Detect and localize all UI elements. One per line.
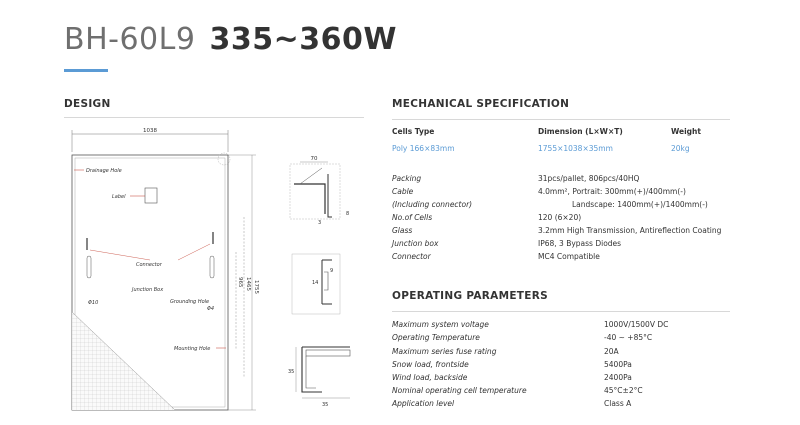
- spec-label: No.of Cells: [392, 213, 433, 222]
- svg-text:1465: 1465: [245, 277, 251, 291]
- grounding-hole-label: Grounding Hole: [170, 299, 210, 305]
- operating-rule: [392, 311, 730, 312]
- phi10-label: Φ10: [88, 300, 99, 306]
- label-box: [145, 188, 157, 203]
- mounting-hole-label: Mounting Hole: [174, 346, 211, 352]
- svg-text:35: 35: [322, 402, 329, 408]
- svg-text:8: 8: [346, 211, 350, 217]
- svg-text:9: 9: [330, 268, 334, 274]
- svg-text:3: 3: [318, 220, 322, 226]
- spec-value: 4.0mm², Portrait: 300mm(+)/400mm(-): [538, 187, 686, 196]
- svg-text:35: 35: [288, 369, 295, 375]
- frame-corner-detail: [290, 156, 349, 226]
- param-value: 5400Pa: [604, 360, 632, 369]
- title-accent-bar: [64, 69, 108, 72]
- design-rule: [64, 117, 364, 118]
- cells-type-value: Poly 166×83mm: [392, 144, 455, 153]
- col-header-weight: Weight: [671, 127, 701, 136]
- label-text: Label: [112, 194, 126, 200]
- junction-box-label: Junction Box: [132, 287, 164, 293]
- param-label: Nominal operating cell temperature: [392, 386, 527, 395]
- connector-label: Connector: [136, 262, 162, 268]
- param-label: Maximum series fuse rating: [392, 347, 497, 356]
- model-name: BH-60L9: [64, 22, 196, 57]
- spec-value: 31pcs/pallet, 806pcs/40HQ: [538, 174, 640, 183]
- param-value: 45°C±2°C: [604, 386, 643, 395]
- svg-text:70: 70: [310, 156, 318, 162]
- spec-label: (Including connector): [392, 200, 473, 209]
- operating-heading: OPERATING PARAMETERS: [392, 290, 548, 302]
- spec-label: Packing: [392, 174, 422, 183]
- mechanical-table: [392, 127, 732, 267]
- width-dimension: [72, 128, 228, 152]
- param-label: Maximum system voltage: [392, 320, 489, 329]
- frame-profile-detail: [288, 347, 350, 408]
- spec-label: Connector: [392, 252, 431, 261]
- col-header-dimension: Dimension (L×W×T): [538, 127, 623, 136]
- spec-value: MC4 Compatible: [538, 252, 600, 261]
- spec-label: Glass: [392, 226, 413, 235]
- spec-label: Cable: [392, 187, 414, 196]
- col-header-cells-type: Cells Type: [392, 127, 435, 136]
- frame-section-detail: [292, 254, 340, 314]
- svg-text:965: 965: [237, 277, 243, 288]
- spec-value: 120 (6×20): [538, 213, 582, 222]
- svg-text:1038: 1038: [143, 128, 157, 134]
- weight-value: 20kg: [671, 144, 690, 153]
- drainage-hole-label: Drainage Hole: [86, 168, 122, 174]
- param-value: 2400Pa: [604, 373, 632, 382]
- param-label: Application level: [392, 399, 455, 408]
- param-label: Wind load, backside: [392, 373, 468, 382]
- power-range: 335~360W: [209, 22, 397, 57]
- spec-label: Junction box: [392, 239, 439, 248]
- operating-table: [392, 320, 732, 415]
- param-value: -40 ~ +85°C: [604, 333, 653, 342]
- panel-drawing: [60, 122, 360, 412]
- mechanical-heading: MECHANICAL SPECIFICATION: [392, 98, 570, 110]
- phi4-label: Φ4: [207, 306, 215, 312]
- param-value: Class A: [604, 399, 632, 408]
- spec-value: Landscape: 1400mm(+)/1400mm(-): [572, 200, 708, 209]
- page-title: [64, 22, 397, 57]
- param-value: 1000V/1500V DC: [604, 320, 669, 329]
- mechanical-rule: [392, 119, 730, 120]
- param-label: Snow load, frontside: [392, 360, 469, 369]
- svg-text:14: 14: [312, 280, 319, 286]
- spec-value: IP68, 3 Bypass Diodes: [538, 239, 622, 248]
- dimension-value: 1755×1038×35mm: [538, 144, 613, 153]
- param-label: Operating Temperature: [392, 333, 480, 342]
- param-value: 20A: [604, 347, 619, 356]
- svg-text:1755: 1755: [253, 280, 259, 294]
- design-heading: DESIGN: [64, 98, 111, 110]
- spec-value: 3.2mm High Transmission, Antireflection Coating: [538, 226, 722, 235]
